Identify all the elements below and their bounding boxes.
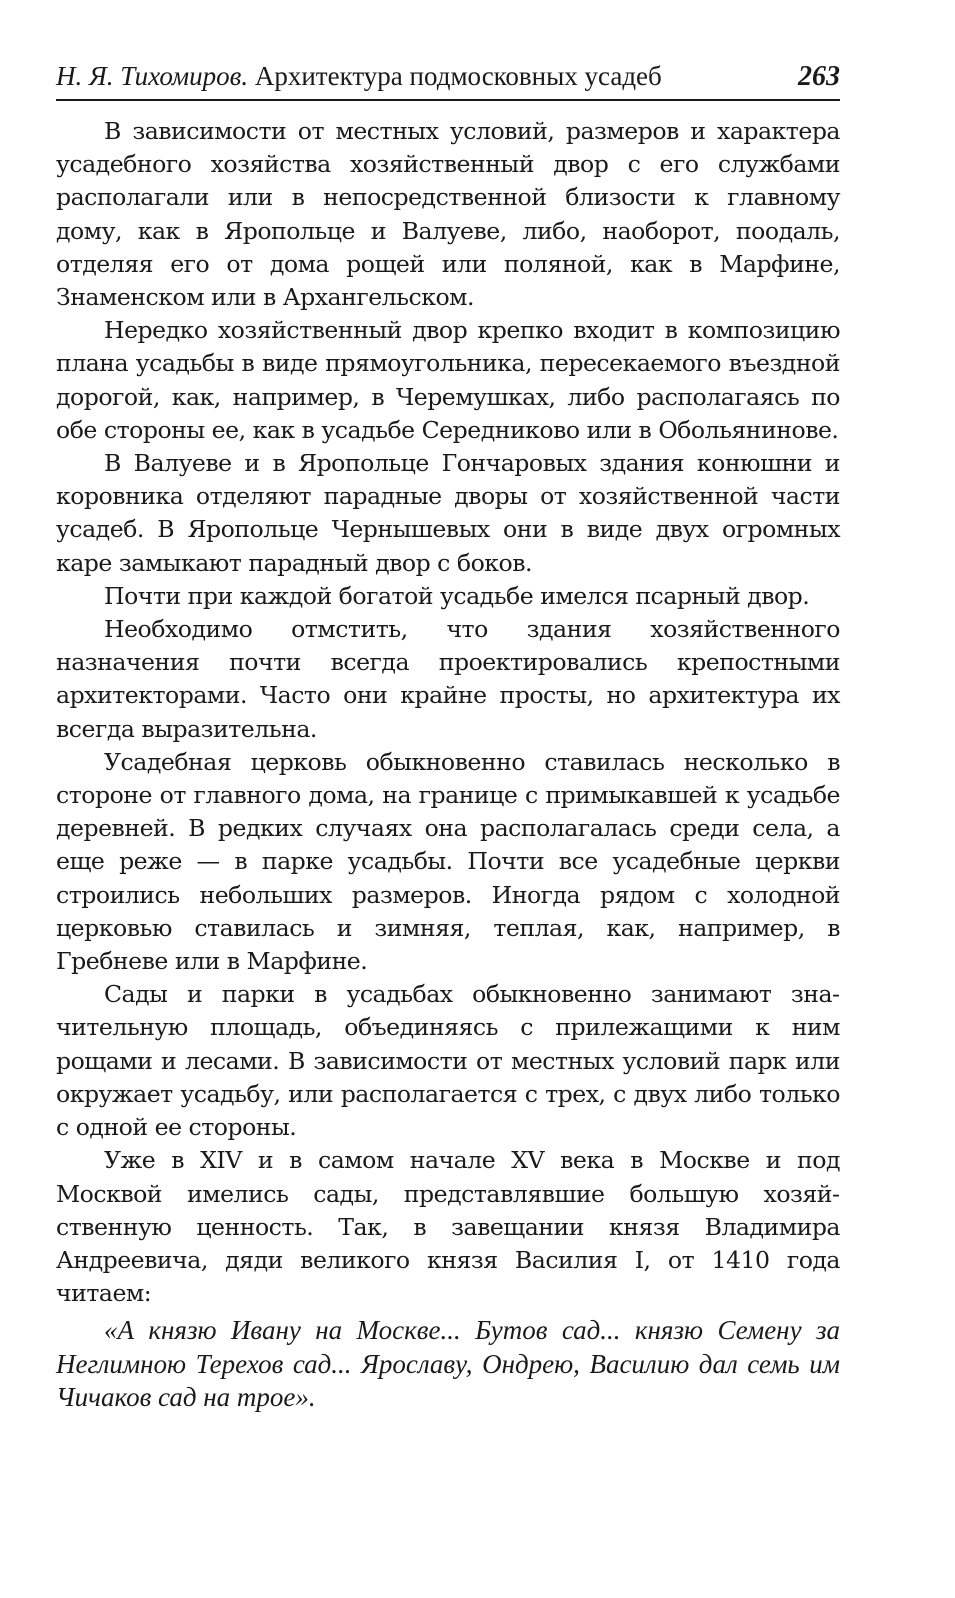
paragraph-4: Почти при каждой богатой усадьбе имелся псарный двор.	[104, 581, 810, 610]
paragraph-8: Уже в XIV и в самом начале XV века в Москве и под Москвой имелись сады, представлявшие большую хозяйственную ценность. Так, в завещании князя Владимира Андреевича, дяди великого князя Василия I, от 1410 года читаем:	[56, 1146, 840, 1308]
paragraph-2: Нередко хозяйственный двор крепко входит в композицию плана усадьбы в виде прямоугольника, пересекаемого въездной дорогой, как, например, в Черемушках, либо располагаясь по обе стороны ее, как в усадьбе Середниково или в Обольянинове.	[56, 316, 840, 444]
paragraph-5: Необходимо отмстить, что здания хозяйственного назначения почти всегда проектировались крепостными архитекторами. Часто они крайне просты, но архитектура их всегда выразительна.	[56, 615, 840, 743]
author-name: Н. Я. Тихомиров.	[56, 61, 249, 91]
book-page	[56, 58, 840, 1415]
running-head-text	[56, 58, 662, 94]
body-text	[56, 115, 840, 1415]
quotation: «А князю Ивану на Москве... Бутов сад... князю Семену за Неглимною Терехов сад... Ярославу, Ондрею, Василию дал семь им Чичаков сад на трое».	[56, 1315, 840, 1413]
page-number: 263	[798, 61, 840, 92]
paragraph-7: Сады и парки в усадьбах обыкновенно занимают значительную площадь, объединяясь с прилежащими к ним рощами и лесами. В зависимости от местных условий парк или окружает усадьбу, или располагается с трех, с двух либо только с одной ее стороны.	[56, 980, 840, 1142]
running-head	[56, 58, 840, 101]
paragraph-3: В Валуеве и в Яропольце Гончаровых здания конюшни и коровника отделяют парадные дворы от хозяйственной части усадеб. В Яропольце Чернышевых они в виде двух огромных каре замыкают парадный двор с боков.	[56, 449, 840, 577]
book-title: Архитектура подмосковных усадеб	[254, 61, 662, 91]
paragraph-6: Усадебная церковь обыкновенно ставилась несколько в стороне от главного дома, на границе с примыкавшей к усадьбе деревней. В редких случаях она располагалась среди села, а еще реже — в парке усадьбы. Почти все усадебные церкви строились небольших размеров. Иногда рядом с холодной церковью ставилась и зимняя, теплая, как, например, в Гребневе или в Марфине.	[56, 747, 840, 976]
paragraph-1: В зависимости от местных условий, размеров и характера усадебного хозяйства хозяйственный двор с его службами располагали или в непосредственной близости к главному дому, как в Яропольце и Валуеве, либо, наоборот, поодаль, отделяя его от дома рощей или поляной, как в Марфине, Знаменском или в Архангельском.	[56, 117, 840, 312]
